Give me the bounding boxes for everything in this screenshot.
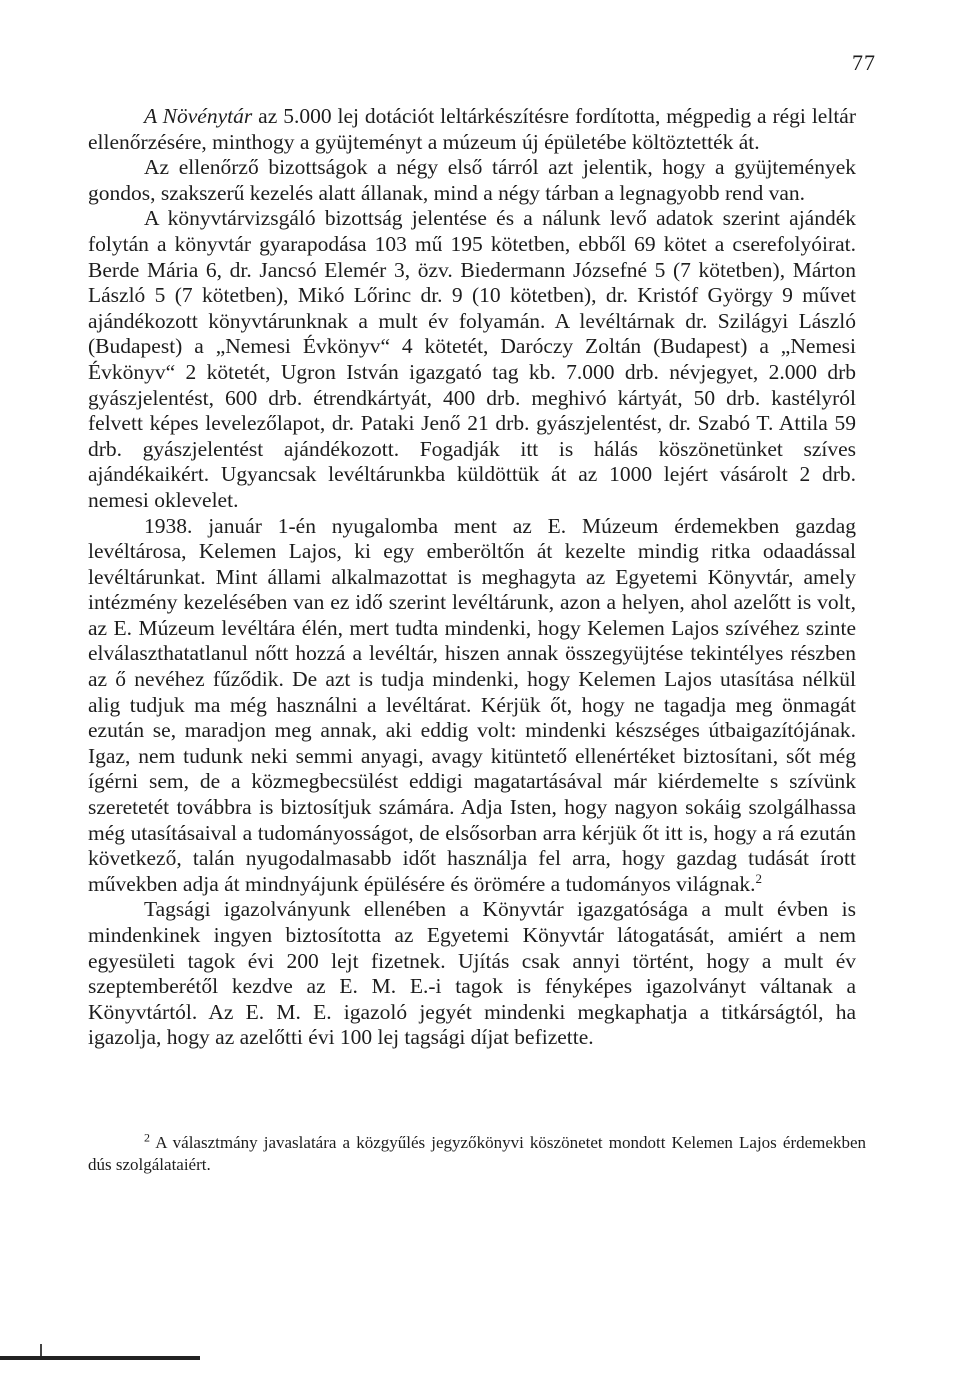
scan-edge-mark (0, 1356, 200, 1360)
paragraph-lead-italic: A Növénytár (144, 104, 253, 128)
paragraph-ellenorzo (88, 155, 856, 206)
scan-edge-tick (40, 1344, 42, 1356)
footnote-reference: 2 (755, 870, 762, 886)
paragraph-text: A könyvtárvizsgáló bizottság jelentése és a nálunk levő adatok szerint ajándék folytán a könyvtár gyarapodása 103 mű 195 kötetben, ebből 69 kötet a cserefolyóirat. Berde Mária 6, dr. Jancsó Elemér 3, özv. Biedermann Józsefné 5 (7 kötetben), Márton László 5 (7 kötetben), Mikó Lőrinc dr. 9 (10 kötetben), dr. Kristóf György 9 művet ajándékozott könyvtárunknak a mult év folyamán. A levéltárnak dr. Szilágyi László (Budapest) a „Nemesi Évkönyv“ 4 kötetét, Daróczy Zoltán (Budapest) a „Nemesi Évkönyv“ 2 kötetét, Ugron István igazgató tag kb. 7.000 drb. névjegyet, 2.000 drb gyászjelentést, 600 drb. étrendkártyát, 400 drb. meghivó kártyát, 50 drb. kastélyról felvett képes levelezőlapot, dr. Pataki Jenő 21 drb. gyászjelentést, dr. Szabó T. Attila 59 drb. gyászjelentést ajándékozott. Fogadják itt is hálás köszönetünket szíves ajándékaikért. Ugyancsak levéltárunkba küldöttük át az 1000 lejért vásárolt 2 drb. nemesi oklevelet. (88, 206, 856, 512)
paragraph-text: Az ellenőrző bizottságok a négy első tárról azt jelentik, hogy a gyüjtemények gondos, szakszerű kezelés alatt állanak, mind a négy tárban a legnagyobb rend van. (88, 155, 856, 205)
page-number: 77 (852, 50, 876, 75)
body-text (88, 104, 856, 1051)
paragraph-konyvtar (88, 206, 856, 513)
paragraph-text: 1938. január 1-én nyugalomba ment az E. Múzeum érdemekben gazdag levéltárosa, Kelemen Lajos, ki egy emberöltőn át kezelte mindig ritka odaadással levéltárunkat. Mint állami alkalmazottat is meghagyta az Egyetemi Könyvtár, amely intézmény kezelésében van ez idő szerint levéltárunk, azon a helyen, ahol azelőtt is volt, az E. Múzeum levéltára élén, mert tudta mindenki, hogy Kelemen Lajos szívéhez szinte elválaszthatatlanul nőtt hozzá a levéltár, hiszen annak összegyüjtése tekintélyes részben az ő nevéhez fűződik. De azt is tudja mindenki, hogy Kelemen Lajos utasítása nélkül alig tudjuk ma még használni a levéltárat. Kérjük őt, hogy ne tagadja meg önmagát ezután se, maradjon meg annak, aki eddig volt: mindenki készséges útbaigazítójának. Igaz, nem tudunk neki semmi anyagi, avagy kitüntető ellenértéket biztosítani, sőt még ígérni sem, de a közmegbecsülést eddigi magatartásával már kiérdemelte s szívünk szeretetét továbbra is biztosítjuk számára. Adja Isten, hogy nagyon sokáig szolgálhassa még utasításaival a tudományosságot, de elsősorban arra kérjük őt itt is, hogy a rá ezután következő, talán nyugodalmasabb időt használja fel arra, hogy gazdag tudását írott művekben adja át mindnyájunk épülésére és örömére a tudományos világnak. (88, 513, 856, 896)
paragraph-novenytar (88, 104, 856, 155)
footnote (88, 1132, 866, 1176)
paragraph-text: Tagsági igazolványunk ellenében a Könyvtár igazgatósága a mult évben is mindenkinek ingyen biztosította az Egyetemi Könyvtár látogatását, amiért a nem egyesületi tagok évi 200 lejt fizetnek. Ujítás csak annyi történt, hogy a mult év szeptemberétől kezdve az E. M. E.-i tagok is fényképes igazolványt váltanak a Könyvtártól. Az E. M. E. igazoló jegyét mindenki megkaphatja a titkárságtól, ha igazolja, hogy az azelőtti évi 100 lej tagsági díjat befizette. (88, 897, 856, 1050)
footnote-text: A választmány javaslatára a közgyűlés jegyzőkönyvi köszönetet mondott Kelemen Lajos érdemekben dús szolgálataiért. (88, 1133, 866, 1174)
paragraph-text: az 5.000 lej dotációt leltárkészítésre fordította, mégpedig a régi leltár ellenőrzésére, minthogy a gyüjteményt a múzeum új épületébe költöztették át. (88, 104, 856, 154)
footnote-marker: 2 (144, 1130, 150, 1145)
paragraph-tagsagi (88, 897, 856, 1051)
paragraph-kelemen (88, 514, 856, 898)
